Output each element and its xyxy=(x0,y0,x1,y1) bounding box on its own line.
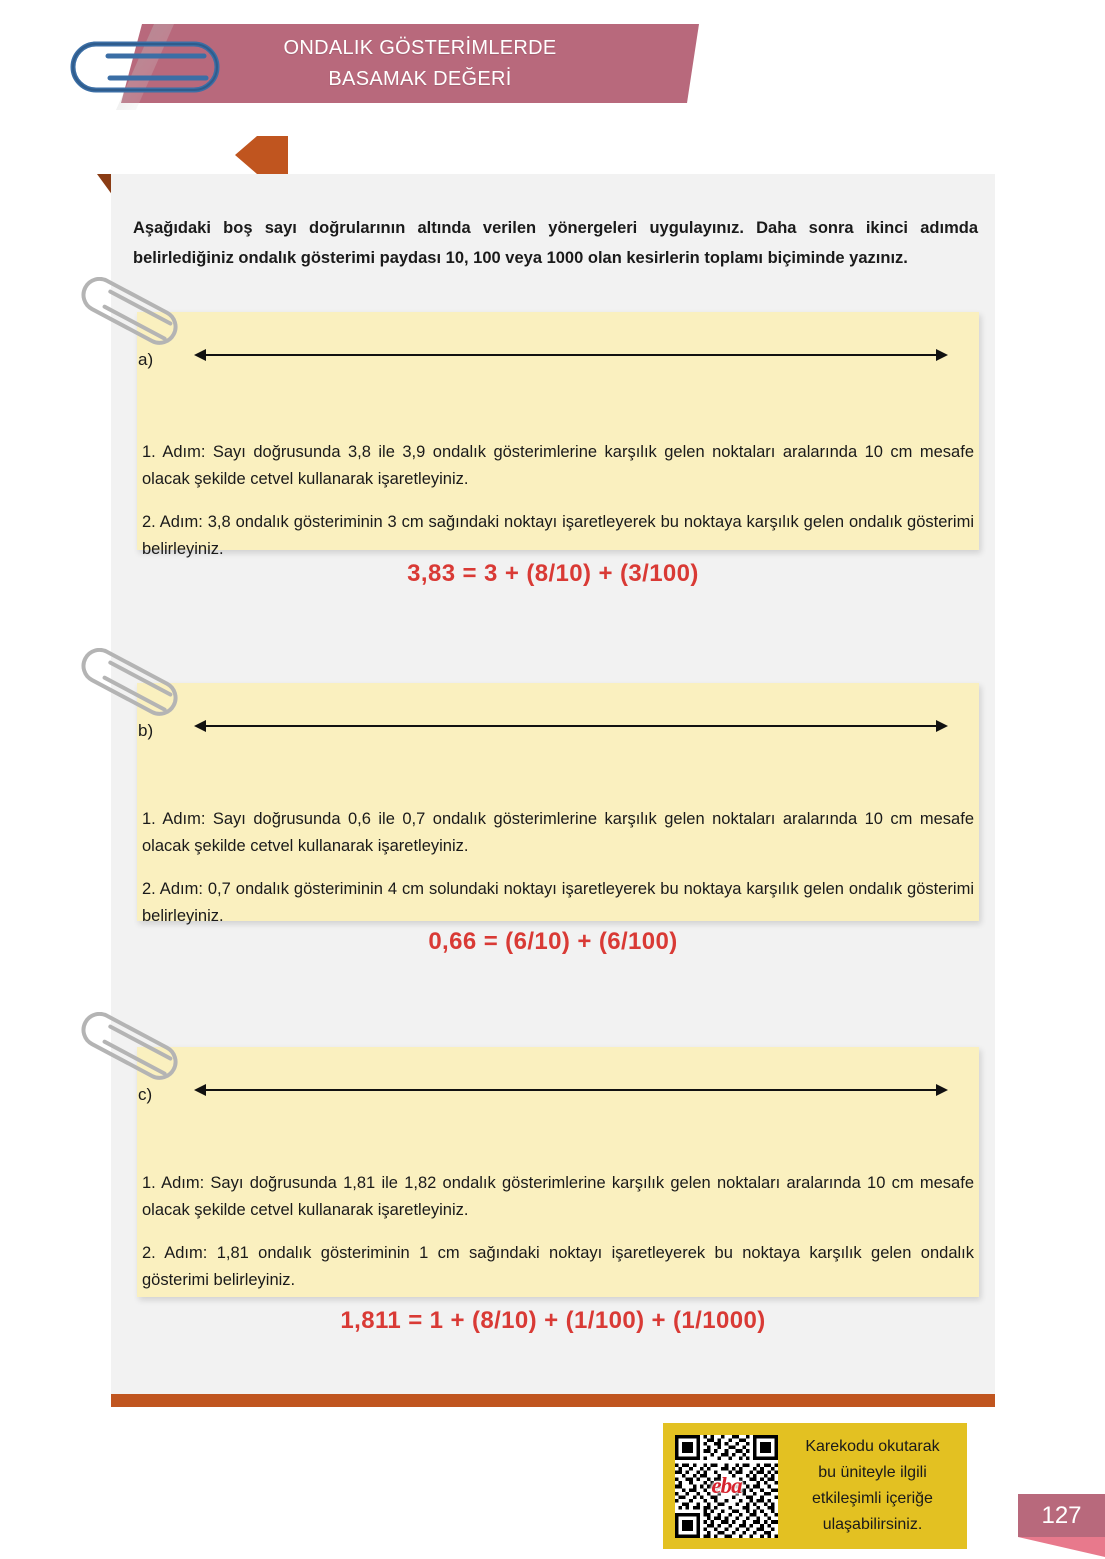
paperclip-icon xyxy=(72,1012,192,1097)
number-line-arrow-right-b xyxy=(936,720,948,732)
number-line-b xyxy=(206,725,936,727)
qr-caption xyxy=(778,1434,967,1538)
number-line-arrow-right-c xyxy=(936,1084,948,1096)
answer-c: 1,811 = 1 + (8/10) + (1/100) + (1/1000) xyxy=(340,1307,766,1334)
page-title-line2: BASAMAK DEĞERİ xyxy=(328,67,512,90)
step-1: 1. Adım: Sayı doğrusunda 3,8 ile 3,9 ondalık gösterimlerine karşılık gelen noktaları aralarında 10 cm mesafe olacak şekilde cetvel kullanarak işaretleyiniz. xyxy=(142,442,974,488)
paperclip-icon xyxy=(66,22,241,112)
example-ribbon-inner xyxy=(111,136,288,174)
paperclip-icon xyxy=(72,648,192,733)
step-2: 2. Adım: 0,7 ondalık gösteriminin 4 cm solundaki noktayı işaretleyerek bu noktaya karşılık gelen ondalık gösterimi belirleyiniz. xyxy=(142,880,974,925)
page-number: 127 xyxy=(1018,1494,1105,1537)
step-1: 1. Adım: Sayı doğrusunda 1,81 ile 1,82 ondalık gösterimlerine karşılık gelen noktaları aralarında 10 cm mesafe olacak şekilde cetvel kullanarak işaretleyiniz. xyxy=(142,1173,974,1219)
question-steps-b xyxy=(142,789,974,947)
instruction-text: Aşağıdaki boş sayı doğrularının altında verilen yönergeleri uygulayınız. Daha sonra ikinci adımda belirlediğiniz ondalık gösterimi paydası 10, 100 veya 1000 olan kesirlerin toplamı biçiminde yazınız. xyxy=(133,218,978,267)
qr-caption-line3: etkileşimli içeriğe xyxy=(812,1490,933,1507)
question-steps-c xyxy=(142,1153,974,1311)
number-line-a xyxy=(206,354,936,356)
answer-a: 3,83 = 3 + (8/10) + (3/100) xyxy=(407,560,699,587)
eba-logo: eba xyxy=(711,1473,742,1498)
number-line-c xyxy=(206,1089,936,1091)
qr-code-icon[interactable] xyxy=(675,1435,778,1538)
qr-caption-line2: bu üniteyle ilgili xyxy=(818,1464,927,1481)
example-label: Örnek 2 xyxy=(138,144,209,165)
qr-caption-line1: Karekodu okutarak xyxy=(805,1438,940,1455)
step-1: 1. Adım: Sayı doğrusunda 0,6 ile 0,7 ondalık gösterimlerine karşılık gelen noktaları aralarında 10 cm mesafe olacak şekilde cetvel kullanarak işaretleyiniz. xyxy=(142,809,974,855)
paperclip-icon xyxy=(72,277,192,362)
question-label-b: b) xyxy=(138,721,154,740)
page-number-tail xyxy=(1018,1537,1105,1557)
step-2: 2. Adım: 1,81 ondalık gösteriminin 1 cm sağındaki noktayı işaretleyerek bu noktaya karşılık gelen ondalık gösterimi belirleyiniz. xyxy=(142,1244,974,1289)
number-line-arrow-left-c xyxy=(194,1084,206,1096)
number-line-arrow-right-a xyxy=(936,349,948,361)
qr-info-card xyxy=(663,1423,967,1549)
question-label-c: c) xyxy=(138,1085,153,1104)
question-steps-a xyxy=(142,422,974,580)
qr-caption-line4: ulaşabilirsiniz. xyxy=(822,1516,923,1533)
answer-b: 0,66 = (6/10) + (6/100) xyxy=(428,928,678,955)
footer-divider xyxy=(111,1394,995,1407)
page-title-line1: ONDALIK GÖSTERİMLERDE xyxy=(283,36,557,59)
question-label-a: a) xyxy=(138,350,154,369)
number-line-arrow-left-b xyxy=(194,720,206,732)
number-line-arrow-left-a xyxy=(194,349,206,361)
step-2: 2. Adım: 3,8 ondalık gösteriminin 3 cm sağındaki noktayı işaretleyerek bu noktaya karşılık gelen ondalık gösterimi belirleyiniz. xyxy=(142,513,974,558)
